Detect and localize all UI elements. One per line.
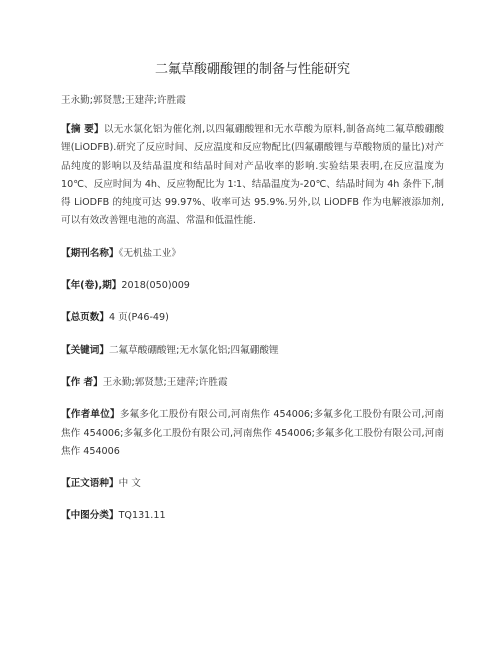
abstract-label: 【摘 要】	[61, 124, 104, 135]
pages-field	[61, 309, 444, 327]
keywords-field	[61, 342, 444, 360]
abstract-text: 以无水氯化铝为催化剂,以四氟硼酸锂和无水草酸为原料,制备高纯二氟草酸硼酸锂(LiODFB).研究了反应时间、反应温度和反应物配比(四氟硼酸锂与草酸物质的量比)对产品纯度的影响以及结晶温度和结晶时间对产品收率的影响.实验结果表明,在反应温度为 10℃、反应时间为 4h、反应物配比为 1∶1、结晶温度为-20℃、结晶时间为 4h 条件下,制得 LiODFB 的纯度可达 99.97%、收率可达 95.9%.另外,以 LiODFB 作为电解液添加剂,可以有效改善锂电池的高温、常温和低温性能.	[61, 124, 444, 227]
author-field	[61, 374, 444, 392]
author-value: 王永勤;郭贤慧;王建萍;许胜霞	[102, 376, 228, 388]
journal-field	[61, 245, 444, 263]
keywords-label: 【关键词】	[61, 344, 109, 356]
affiliation-value: 多氟多化工股份有限公司,河南焦作 454006;多氟多化工股份有限公司,河南焦作 454006;多氟多化工股份有限公司,河南焦作 454006;多氟多化工股份有限公司,河南焦作 454006	[61, 409, 444, 457]
affiliation-label: 【作者单位】	[61, 409, 120, 421]
classification-field	[61, 507, 444, 525]
language-field	[61, 475, 444, 493]
classification-label: 【中图分类】	[61, 510, 119, 522]
article-title: 二氟草酸硼酸锂的制备与性能研究	[154, 62, 350, 77]
pages-label: 【总页数】	[61, 312, 109, 324]
year-issue-label: 【年(卷),期】	[61, 280, 122, 292]
author-label: 【作 者】	[61, 376, 103, 388]
classification-value: TQ131.11	[118, 510, 166, 522]
language-value: 中 文	[118, 478, 141, 490]
journal-value: 《无机盐工业》	[118, 247, 181, 259]
year-issue-value: 2018(050)009	[121, 280, 190, 292]
journal-label: 【期刊名称】	[61, 247, 119, 259]
pages-value: 4 页(P46-49)	[108, 312, 169, 324]
article-authors: 王永勤;郭贤慧;王建萍;许胜霞	[61, 95, 186, 106]
year-issue-field	[61, 277, 444, 295]
keywords-value: 二氟草酸硼酸锂;无水氯化铝;四氟硼酸锂	[108, 344, 279, 356]
abstract-field	[61, 121, 444, 231]
language-label: 【正文语种】	[61, 478, 119, 490]
affiliation-field	[61, 406, 444, 461]
